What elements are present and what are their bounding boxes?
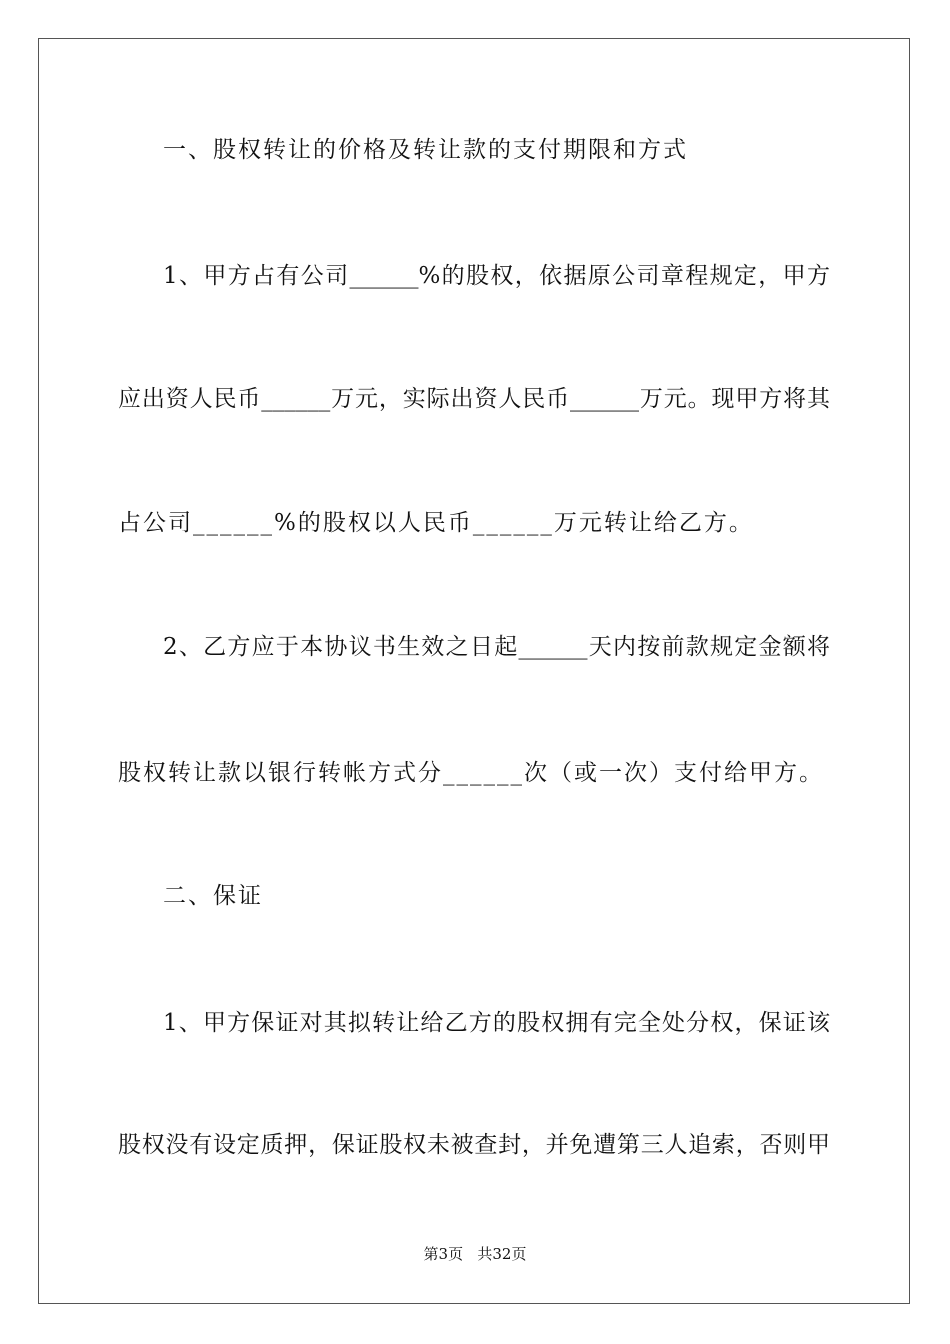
section-heading-guarantee: 二、保证 xyxy=(163,883,263,909)
paragraph-line: 1、甲方占有公司______%的股权，依据原公司章程规定，甲方 xyxy=(163,263,830,289)
section-heading-price: 一、股权转让的价格及转让款的支付期限和方式 xyxy=(163,137,688,163)
paragraph-line: 股权没有设定质押，保证股权未被查封，并免遭第三人追索，否则甲 xyxy=(118,1132,830,1158)
page-border xyxy=(38,38,910,1304)
paragraph-line: 应出资人民币______万元，实际出资人民币______万元。现甲方将其 xyxy=(118,386,830,412)
paragraph-line: 2、乙方应于本协议书生效之日起______天内按前款规定金额将 xyxy=(163,634,830,660)
paragraph-line: 股权转让款以银行转帐方式分______次（或一次）支付给甲方。 xyxy=(118,760,824,786)
paragraph-line: 占公司______%的股权以人民币______万元转让给乙方。 xyxy=(118,510,754,536)
paragraph-line: 1、甲方保证对其拟转让给乙方的股权拥有完全处分权，保证该 xyxy=(163,1010,830,1036)
page-number-footer: 第3页 共32页 xyxy=(423,1245,527,1263)
